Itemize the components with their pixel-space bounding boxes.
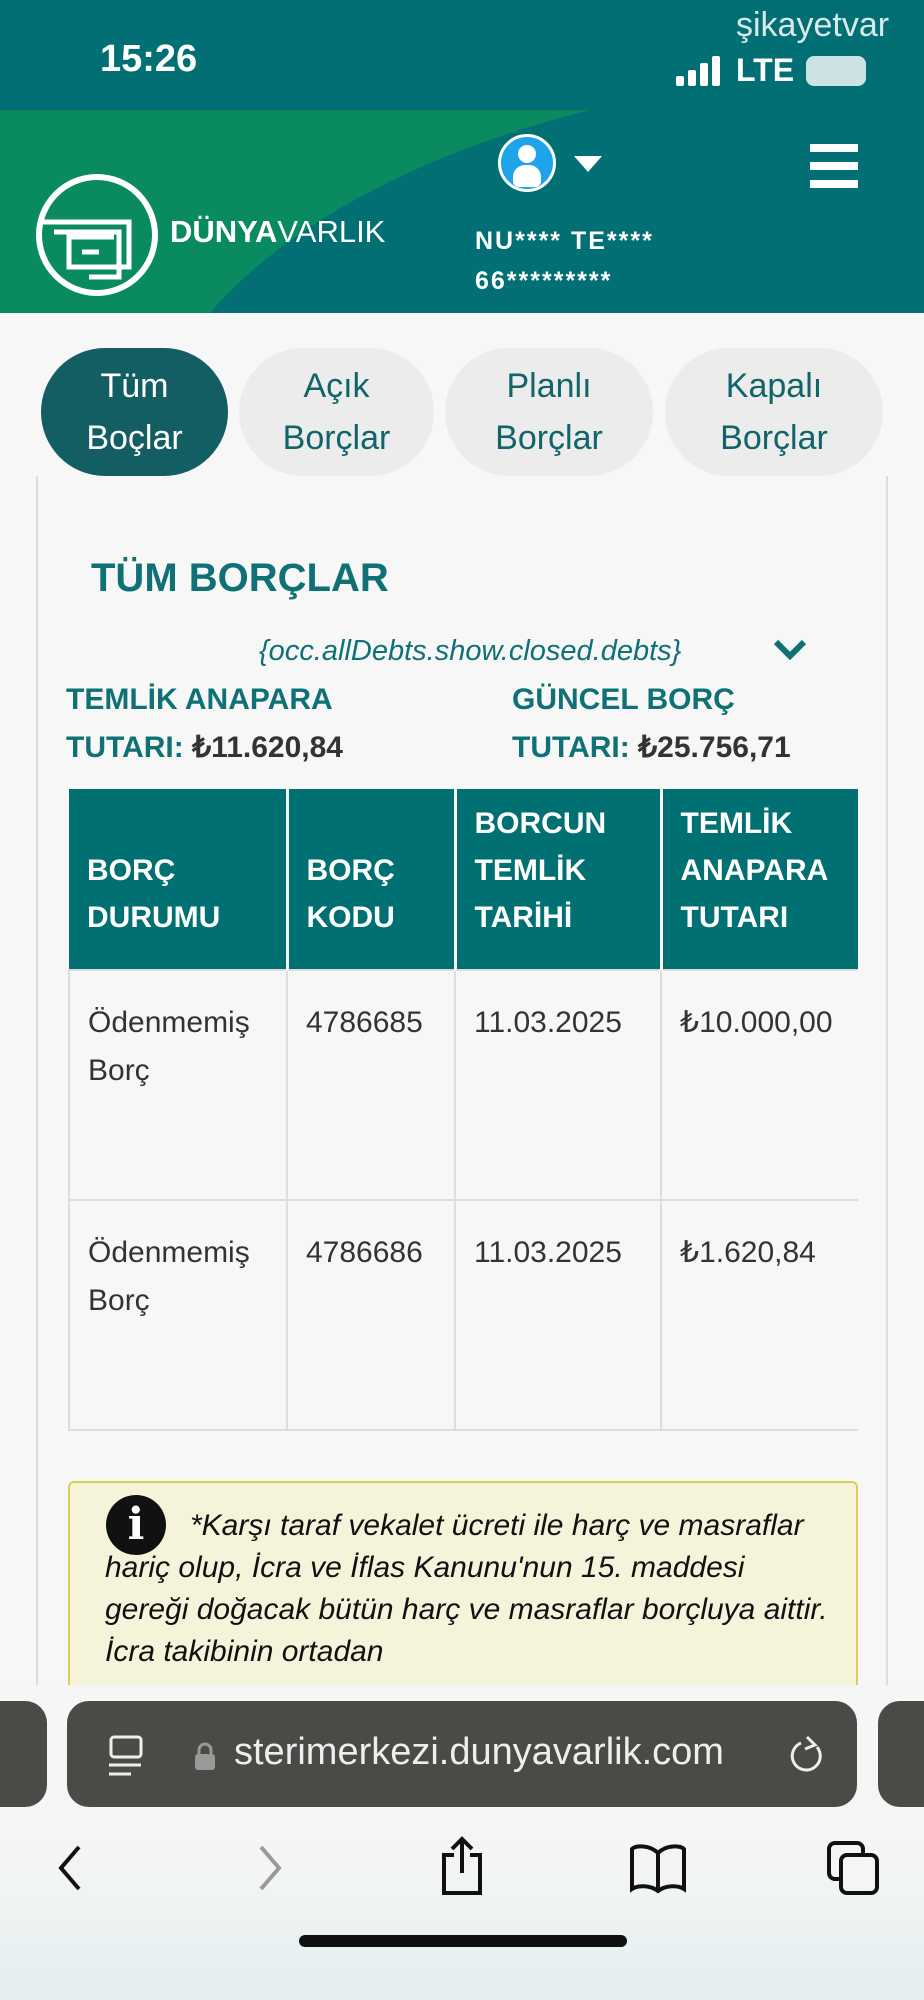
info-icon: i xyxy=(106,1495,166,1555)
hamburger-menu-icon[interactable] xyxy=(810,144,858,188)
header-text: BORÇ xyxy=(87,854,176,887)
site-header xyxy=(0,110,924,313)
principal-amount: ₺10.000,00 xyxy=(661,970,858,1200)
reader-mode-icon[interactable] xyxy=(107,1735,145,1777)
tab-label: Boçlar xyxy=(86,419,183,457)
tab-label: Borçlar xyxy=(720,419,828,457)
column-header xyxy=(69,789,287,970)
table-header-row xyxy=(69,789,858,970)
notice-text: *Karşı taraf vekalet ücreti ile harç ve masraflar hariç olup, İcra ve İflas Kanunu'nun 15. maddesi gereği doğacak bütün harç ve masraflar borçluya aittir. İcra takibinin ortadan xyxy=(105,1509,828,1668)
url-text[interactable]: sterimerkezi.dunyavarlik.com xyxy=(234,1731,724,1773)
header-text: TEMLİK xyxy=(680,807,793,840)
tab-label: Tüm xyxy=(100,367,169,405)
table-row xyxy=(69,970,858,1200)
previous-tab-pill[interactable] xyxy=(0,1701,47,1807)
user-avatar-icon[interactable] xyxy=(498,134,556,192)
brand-logo-icon xyxy=(34,172,160,298)
header-text: ANAPARA xyxy=(680,854,829,887)
back-icon[interactable] xyxy=(55,1843,85,1893)
debt-code: 4786685 xyxy=(287,970,455,1200)
page-title: TÜM BORÇLAR xyxy=(91,556,389,600)
column-header xyxy=(455,789,661,970)
reload-icon[interactable] xyxy=(787,1735,827,1777)
user-name: NU**** TE**** xyxy=(475,227,654,255)
principal-label: TUTARI: xyxy=(66,731,184,764)
user-id: 66********* xyxy=(475,267,613,295)
header-text: TARİHİ xyxy=(474,901,573,934)
lock-icon xyxy=(193,1741,217,1771)
address-bar[interactable] xyxy=(67,1701,857,1807)
header-text: DURUMU xyxy=(87,901,221,934)
brand-bold: DÜNYA xyxy=(170,214,278,249)
brand-name[interactable] xyxy=(170,214,385,250)
home-indicator[interactable] xyxy=(299,1935,627,1947)
principal-amount xyxy=(66,676,343,772)
signal-icon xyxy=(676,56,726,86)
header-text: BORCUN xyxy=(474,807,607,840)
column-header xyxy=(287,789,455,970)
tab-open-debts[interactable] xyxy=(239,348,434,476)
tab-closed-debts[interactable] xyxy=(665,348,883,476)
tab-label: Borçlar xyxy=(282,419,391,457)
assignment-date: 11.03.2025 xyxy=(455,970,661,1200)
chevron-down-icon[interactable] xyxy=(772,638,808,662)
header-text: TEMLİK xyxy=(474,854,587,887)
status-bar xyxy=(0,0,924,112)
browser-bottom-bar xyxy=(0,1685,924,2000)
assignment-date: 11.03.2025 xyxy=(455,1200,661,1430)
principal-amount: ₺1.620,84 xyxy=(661,1200,858,1430)
tab-all-debts[interactable] xyxy=(41,348,228,476)
tab-label: Planlı xyxy=(506,367,592,405)
brand-light: VARLIK xyxy=(277,214,386,249)
battery-icon xyxy=(806,56,866,86)
debt-status: Ödenmemiş Borç xyxy=(69,1200,287,1430)
share-icon[interactable] xyxy=(438,1835,486,1897)
forward-icon[interactable] xyxy=(255,1843,285,1893)
current-debt-label: GÜNCEL BORÇ xyxy=(512,683,735,716)
user-menu-caret-icon[interactable] xyxy=(574,156,602,172)
next-tab-pill[interactable] xyxy=(878,1701,924,1807)
debt-code: 4786686 xyxy=(287,1200,455,1430)
current-debt-amount xyxy=(512,676,791,772)
header-text: BORÇ xyxy=(306,854,395,887)
bookmarks-icon[interactable] xyxy=(628,1843,688,1895)
tab-label: Kapalı xyxy=(725,367,823,405)
debts-table xyxy=(68,789,858,1431)
tabs-icon[interactable] xyxy=(826,1840,882,1896)
debt-status: Ödenmemiş Borç xyxy=(69,970,287,1200)
principal-value: ₺11.620,84 xyxy=(192,731,343,764)
show-closed-debts-toggle[interactable]: {occ.allDebts.show.closed.debts} xyxy=(259,635,682,667)
table-row xyxy=(69,1200,858,1430)
tab-label: Açık xyxy=(303,367,370,405)
column-header xyxy=(661,789,858,970)
current-debt-label: TUTARI: xyxy=(512,731,630,764)
watermark: şikayetvar xyxy=(736,6,890,44)
header-text: TUTARI xyxy=(680,901,789,934)
tab-label: Borçlar xyxy=(495,419,603,457)
status-time: 15:26 xyxy=(100,38,198,80)
principal-label: TEMLİK ANAPARA xyxy=(66,683,333,716)
header-text: KODU xyxy=(306,901,395,934)
network-type: LTE xyxy=(736,52,795,88)
tab-planned-debts[interactable] xyxy=(445,348,653,476)
current-debt-value: ₺25.756,71 xyxy=(638,731,791,764)
